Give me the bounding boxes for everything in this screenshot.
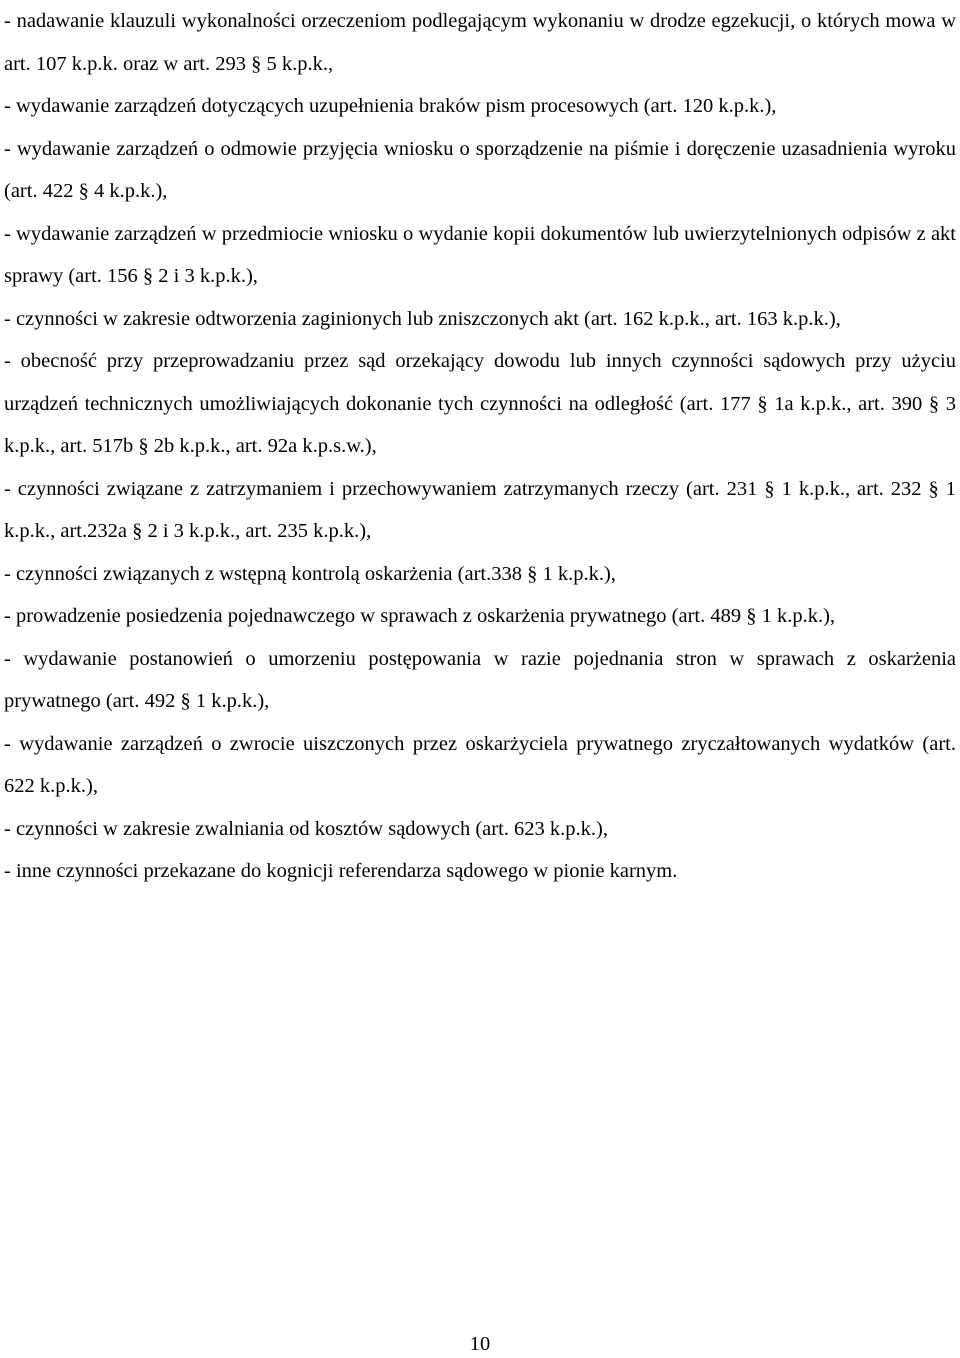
list-item: - czynności w zakresie zwalniania od kosztów sądowych (art. 623 k.p.k.),: [4, 817, 608, 840]
list-item: - wydawanie zarządzeń dotyczących uzupełnienia braków pism procesowych (art. 120 k.p.k.),: [4, 95, 777, 117]
list-item: - czynności związane z zatrzymaniem i przechowywaniem zatrzymanych rzeczy (art. 231 § 1 k.p.k., art. 232 § 1 k.p.k., art.232a § 2 i 3 k.p.k., art. 235 k.p.k.),: [4, 477, 956, 542]
list-item: - wydawanie postanowień o umorzeniu postępowania w razie pojednania stron w sprawach z oskarżenia prywatnego (art. 492 § 1 k.p.k.),: [4, 647, 956, 712]
list-item: - obecność przy przeprowadzaniu przez sąd orzekający dowodu lub innych czynności sądowych przy użyciu urządzeń technicznych umożliwiających dokonanie tych czynności na odległość (art. 177 § 1a k.p.k., art. 390 § 3 k.p.k., art. 517b § 2b k.p.k., art. 92a k.p.s.w.),: [4, 350, 956, 457]
list-item: - czynności w zakresie odtworzenia zaginionych lub zniszczonych akt (art. 162 k.p.k., art. 163 k.p.k.),: [4, 307, 841, 330]
document-body: [4, 0, 956, 893]
list-item: - prowadzenie posiedzenia pojednawczego w sprawach z oskarżenia prywatnego (art. 489 § 1 k.p.k.),: [4, 605, 836, 627]
page-number: 10: [469, 1333, 491, 1355]
list-item: - wydawanie zarządzeń o zwrocie uiszczonych przez oskarżyciela prywatnego zryczałtowanych wydatków (art. 622 k.p.k.),: [4, 732, 956, 797]
list-item: - wydawanie zarządzeń o odmowie przyjęcia wniosku o sporządzenie na piśmie i doręczenie uzasadnienia wyroku (art. 422 § 4 k.p.k.),: [4, 137, 956, 202]
list-item: - wydawanie zarządzeń w przedmiocie wniosku o wydanie kopii dokumentów lub uwierzytelnionych odpisów z akt sprawy (art. 156 § 2 i 3 k.p.k.),: [4, 222, 956, 287]
list-item: - inne czynności przekazane do kognicji referendarza sądowego w pionie karnym.: [4, 860, 678, 882]
list-item: - czynności związanych z wstępną kontrolą oskarżenia (art.338 § 1 k.p.k.),: [4, 562, 616, 585]
list-item: - nadawanie klauzuli wykonalności orzeczeniom podlegającym wykonaniu w drodze egzekucji, o których mowa w art. 107 k.p.k. oraz w art. 293 § 5 k.p.k.,: [4, 10, 956, 75]
